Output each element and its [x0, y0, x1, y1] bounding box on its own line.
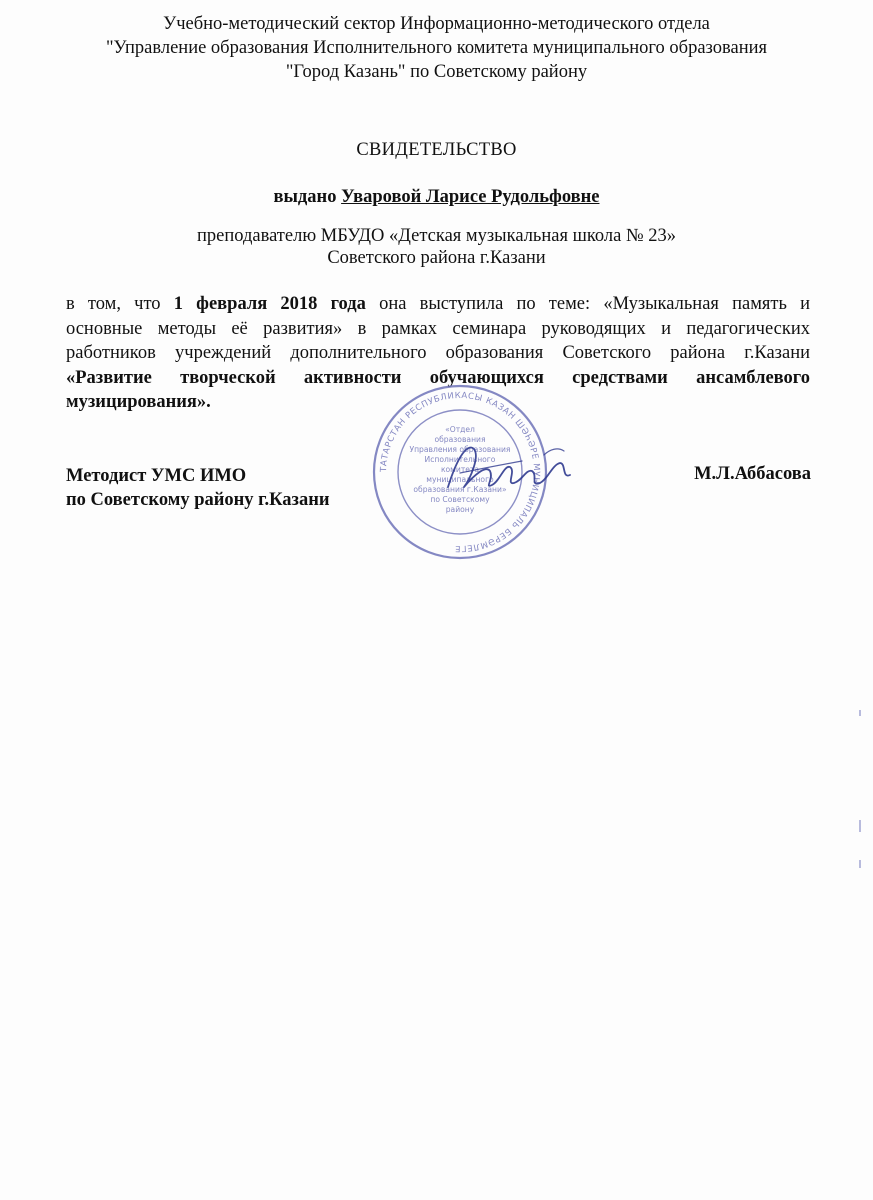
- stamp-inner-5: комитета: [440, 465, 480, 474]
- issuer-header: [0, 12, 873, 84]
- signatory-role: [66, 464, 330, 512]
- stamp-inner-4: Исполнительного: [424, 455, 496, 464]
- body-line-2: основные методы её развития» в рамках семинара руководящих и педагогических: [66, 318, 810, 339]
- signatory-role-line-2: по Советскому району г.Казани: [66, 490, 330, 510]
- stamp-inner-1: «Отдел: [445, 425, 475, 434]
- body-text-start: в том, что: [66, 294, 161, 314]
- signatory-role-line-1: Методист УМС ИМО: [66, 466, 247, 486]
- stamp-inner-3: Управления образования: [409, 445, 511, 454]
- recipient-name: Уваровой Ларисе Рудольфовне: [341, 187, 600, 207]
- handwritten-signature: [440, 435, 580, 505]
- body-line-1: [66, 292, 810, 317]
- stamp-outer-text: ТАТАРСТАН РЕСПУБЛИКАСЫ КАЗАН ШӘҺӘРЕ МУНИЦИПАЛЬ БЕРӘМЛЕГЕ: [378, 390, 542, 554]
- stamp-inner-2: образования: [434, 435, 486, 444]
- body-text-topic: она выступила по теме: «Музыкальная память и: [379, 294, 811, 314]
- stamp-inner-7: образования г.Казани»: [413, 485, 507, 494]
- stamp-inner-6: муниципального: [426, 475, 494, 484]
- body-line-3: работников учреждений дополнительного образования Советского района г.Казани: [66, 343, 810, 363]
- signatory-name: М.Л.Аббасова: [694, 464, 811, 484]
- scan-artifacts: [855, 700, 865, 900]
- stamp-inner-8: по Советскому: [430, 495, 490, 504]
- position-line-2: Советского района г.Казани: [327, 248, 546, 268]
- issuer-line-3: "Город Казань" по Советскому району: [285, 62, 588, 82]
- issued-prefix: выдано: [273, 187, 337, 207]
- document-title: СВИДЕТЕЛЬСТВО: [356, 140, 517, 160]
- issuer-line-1: Учебно-методический сектор Информационно-методического отдела: [163, 14, 710, 34]
- body-line-5: музицирования».: [66, 392, 211, 412]
- body-line-4: «Развитие творческой активности обучающихся средствами ансамблевого: [66, 367, 810, 388]
- recipient-position: [0, 225, 873, 269]
- issuer-line-2: "Управление образования Исполнительного комитета муниципального образования: [105, 38, 768, 58]
- event-date: 1 февраля 2018 года: [173, 294, 366, 314]
- issued-to: [0, 187, 873, 208]
- position-line-1: преподавателю МБУДО «Детская музыкальная школа № 23»: [196, 226, 677, 246]
- stamp-inner-9: району: [445, 505, 475, 514]
